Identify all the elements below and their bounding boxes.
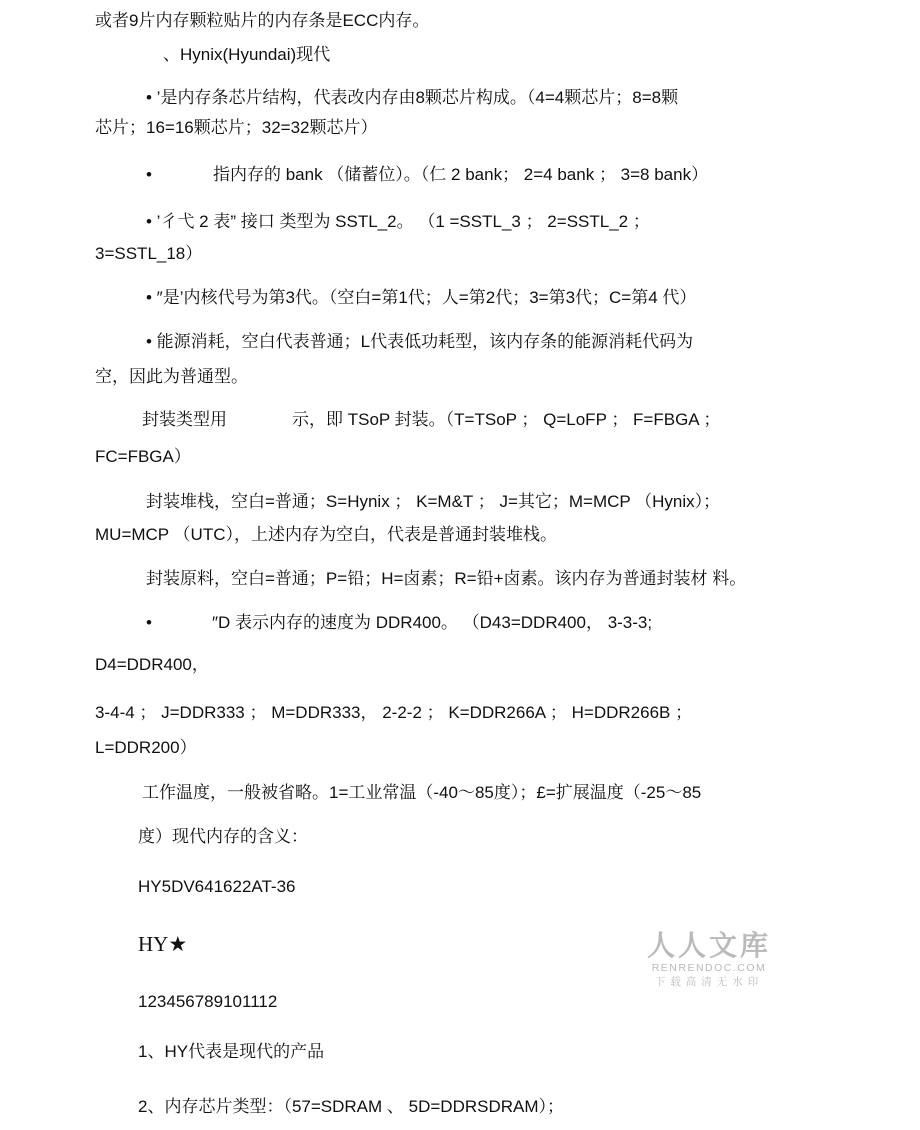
section-heading-hynix: 、Hynix(Hyundai)现代 [163,45,331,64]
watermark-logo: 人人文库 [646,930,771,961]
text-line: L=DDR200） [95,738,197,757]
position-numbers: 123456789101112 [138,992,278,1011]
text-line: ″D 表示内存的速度为 DDR400。 （D43=DDR400， 3-3-3; [212,613,653,632]
watermark [646,930,772,989]
text-line: 示，即 TSoP 封装。（T=TSoP ； Q=LoFP ； F=FBGA ； [292,410,721,429]
text-line: MU=MCP （UTC），上述内存为空白，代表是普通封装堆栈。 [95,525,557,544]
text-line: • ’是内存条芯片结构，代表改内存由8颗芯片构成。（4=4颗芯片；8=8颗 [146,88,679,107]
text-line: • 能源消耗，空白代表普通；L代表低功耗型，该内存条的能源消耗代码为 [146,332,694,351]
model-code: HY5DV641622AT-36 [138,877,296,896]
text-line: 3-4-4 ； J=DDR333 ； M=DDR333， 2-2-2 ； K=DDR266A ； H=DDR266B ； [95,703,693,722]
text-line: 封装堆栈，空白=普通；S=Hynix ； K=M&T ； J=其它；M=MCP （Hynix）； [146,492,721,511]
text-line: 空，因此为普通型。 [95,367,248,386]
text-line: 指内存的 bank （储蓄位）。（仁 2 bank； 2=4 bank ； 3=8 bank） [213,165,709,184]
text-line: • ’彳弋 2 表” 接口 类型为 SSTL_2。 （1 =SSTL_3 ； 2=SSTL_2 ； [146,212,650,231]
list-item: 1、HY代表是现代的产品 [138,1042,325,1061]
text-line: D4=DDR400， [95,655,209,674]
model-code-diagram: HY★ [138,932,188,956]
watermark-url: RENRENDOC.COM [651,962,767,974]
bullet: • [146,165,152,184]
text-line: 封装类型用 [142,410,227,429]
watermark-tagline: 下载高清无水印 [654,976,764,988]
bullet: • [146,613,152,632]
text-line: FC=FBGA） [95,447,191,466]
text-line: 芯片；16=16颗芯片；32=32颗芯片） [95,118,378,137]
text-line: 工作温度，一般被省略。1=工业常温（-40〜85度）；£=扩展温度（-25〜85 [142,783,702,802]
text-line: • ″是’内核代号为第3代。（空白=第1代；人=第2代；3=第3代；C=第4 代） [146,288,697,307]
text-line: 或者9片内存颗粒贴片的内存条是ECC内存。 [95,11,430,30]
list-item: 2、内存芯片类型：（57=SDRAM 、 5D=DDRSDRAM）； [138,1097,565,1116]
text-line: 封装原料，空白=普通；P=铅；H=卤素；R=铅+卤素。该内存为普通封装材 料。 [146,569,747,588]
text-line: 3=SSTL_18） [95,244,203,263]
text-line: 度）现代内存的含义： [138,827,308,846]
